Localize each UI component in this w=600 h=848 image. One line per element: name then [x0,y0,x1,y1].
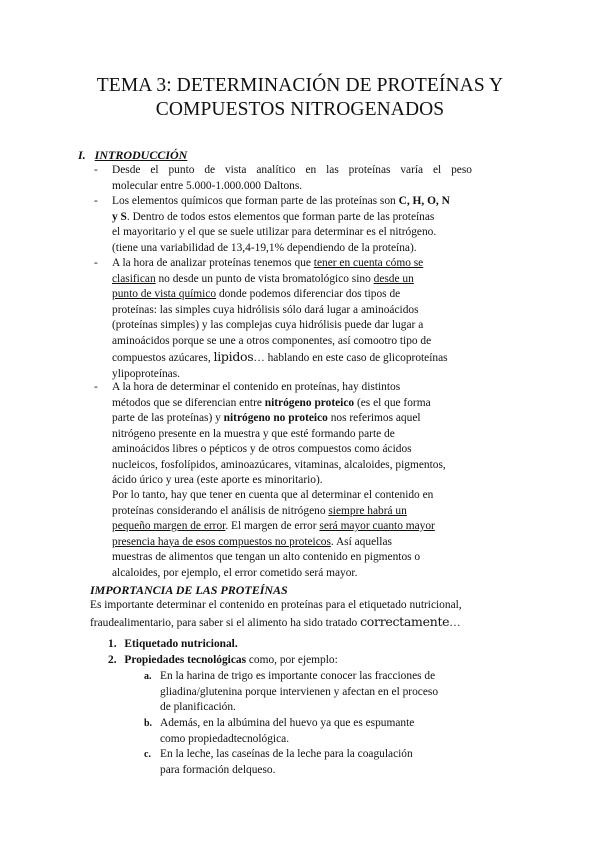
title-line-2: COMPUESTOS NITROGENADOS [155,99,445,120]
item-2 [108,653,338,669]
subitem-letter: c. [144,749,151,760]
page-title [60,74,540,122]
bullet-dash: - [94,381,98,393]
title-line-1: TEMA 3: DETERMINACIÓN DE PROTEÍNAS Y [96,75,504,96]
subitem-c: En la leche, las caseínas de la leche para la coagulación para formación delqueso. [160,748,413,776]
bullet-dash: - [94,257,98,269]
subitem-a: En la harina de trigo es importante conocer las fracciones de gliadina/glutenina porque intervienen y afectan en el proceso de planificación. [160,670,439,713]
item-rest: como, por ejemplo: [246,654,338,666]
subitem-letter: b. [144,718,153,729]
importance-paragraph: Es importante determinar el contenido en proteínas para el etiquetado nutricional, fraudealimentario, para saber si el alimento ha sido tratado correctamente… [90,599,462,629]
followup-paragraph: Por lo tanto, hay que tener en cuenta que al determinar el contenido en proteínas considerando el análisis de nitrógeno siempre habrá un pequeño margen de error. El margen de error será mayor cuanto mayor presencia haya de esos compuestos no proteicos. Así aquellas muestras de alimentos que tengan un alto contenido en pigmentos o alcaloides, por ejemplo, el error cometido será mayor. [112,489,435,579]
bullet-dash: - [94,195,98,207]
item-number: 1. [108,638,117,650]
bullet-2: Los elementos químicos que forman parte de las proteínas son C, H, O, N y S. Dentro de todos estos elementos que forman parte de las proteínas el mayoritario y el que se suele utilizar para determinar es el nitrógeno. (tiene una variabilidad de 13,4-19,1% dependiendo de la proteína). [112,195,450,254]
bullet-dash: - [94,164,98,176]
subitem-letter: a. [144,671,152,682]
section-heading-importance: IMPORTANCIA DE LAS PROTEÍNAS [90,583,288,597]
item-label: Propiedades tecnológicas [124,654,247,666]
bullet-1: Desde el punto de vista analítico en las proteínas varía el peso molecular entre 5.000-1.000.000 Daltons. [112,164,472,192]
section-title: INTRODUCCIÓN [94,148,188,162]
subitem-b: Además, en la albúmina del huevo ya que es espumante como propiedadtecnológica. [160,717,415,745]
item-number: 2. [108,654,117,666]
bullet-4: A la hora de determinar el contenido en proteínas, hay distintos métodos que se diferencian entre nitrógeno proteico (es el que forma parte de las proteínas) y nitrógeno no proteico nos referimos aquel nitrógeno presente en la muestra y que esté formando parte de aminoácidos libres o pépticos y de otros compuestos como ácidos nucleicos, fosfolípidos, aminoazúcares, vitaminas, alcaloides, pigmentos, ácido úrico y urea (este aporte es minoritario). [112,381,446,486]
bullet-3: A la hora de analizar proteínas tenemos que tener en cuenta cómo se clasifican no desde un punto de vista bromatológico sino desde un punto de vista químico donde podemos diferenciar dos tipos de proteínas: las simples cuya hidrólisis sólo dará lugar a aminoácidos (proteínas simples) y las complejas cuya hidrólisis puede dar lugar a aminoácidos porque se une a otros componentes, así comootro tipo de compuestos azúcares, lipidos… hablando en este caso de glicoproteínas ylipoproteínas. [112,257,448,380]
section-heading-intro [78,147,187,163]
item-1 [108,637,238,653]
item-label: Etiquetado nutricional. [124,638,238,650]
section-number: I. [78,148,86,162]
